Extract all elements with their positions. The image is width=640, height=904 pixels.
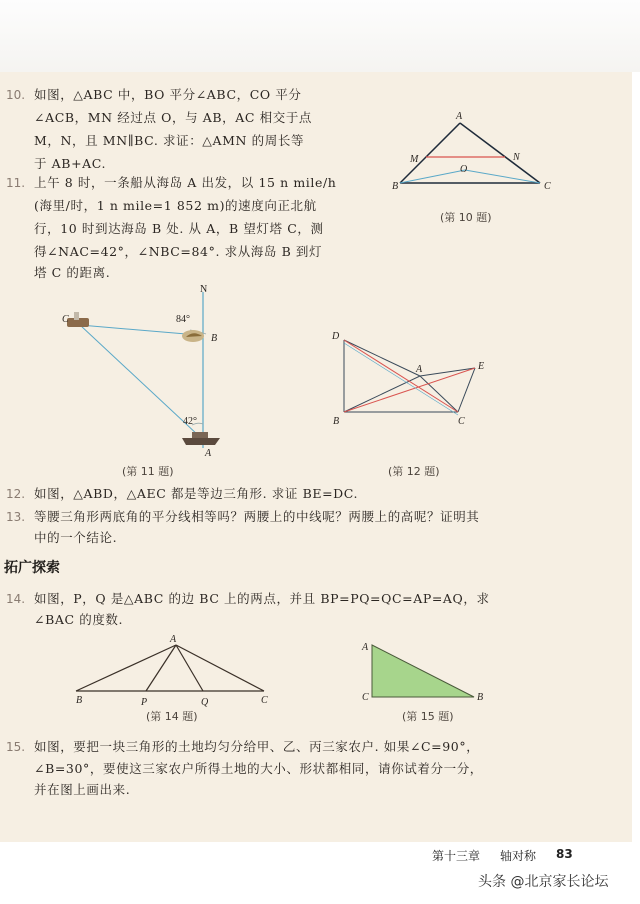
fig14-label-p: P <box>141 697 148 708</box>
problem-14-line-2: ∠BAC 的度数. <box>34 612 124 627</box>
fig10-label-n: N <box>513 152 520 163</box>
page-number: 83 <box>556 847 573 861</box>
problem-15-number: 15. <box>6 740 26 754</box>
problem-12-number: 12. <box>6 487 26 501</box>
problem-10-line-3: M，N，且 MN∥BC. 求证：△AMN 的周长等 <box>34 133 305 148</box>
problem-10-line-4: 于 AB+AC. <box>34 156 107 171</box>
problem-11-line-5: 塔 C 的距离. <box>34 265 111 280</box>
problem-10-number: 10. <box>6 88 26 102</box>
problem-13-number: 13. <box>6 510 26 524</box>
fig10-label-o: O <box>460 164 468 175</box>
section-heading: 拓广探索 <box>4 560 60 576</box>
fig10-label-b: B <box>392 181 399 192</box>
watermark-text: 头条 @北京家长论坛 <box>478 874 609 890</box>
fig11-angle-42: 42° <box>183 416 197 427</box>
fig11-label-a: A <box>205 448 212 459</box>
fig14-label-c: C <box>261 695 268 706</box>
footer-chapter-name: 轴对称 <box>500 849 537 863</box>
fig12-label-d: D <box>332 331 340 342</box>
fig14-label-b: B <box>76 695 83 706</box>
fig12-label-b: B <box>333 416 340 427</box>
figure-15-caption: (第 15 题) <box>402 710 454 723</box>
figure-11-caption: (第 11 题) <box>122 465 174 478</box>
fig14-label-q: Q <box>201 697 209 708</box>
problem-13-line-1: 等腰三角形两底角的平分线相等吗？两腰上的中线呢？两腰上的高呢？证明其 <box>34 509 480 524</box>
problem-12-line-1: 如图，△ABD，△AEC 都是等边三角形. 求证 BE=DC. <box>34 486 359 501</box>
problem-15-line-3: 并在图上画出来. <box>34 782 131 797</box>
figure-10-caption: (第 10 题) <box>440 211 492 224</box>
fig15-label-b: B <box>477 692 484 703</box>
problem-13-line-2: 中的一个结论. <box>34 530 118 545</box>
problem-14-number: 14. <box>6 592 26 606</box>
problem-10-line-1: 如图，△ABC 中，BO 平分∠ABC，CO 平分 <box>34 87 302 102</box>
problem-14-line-1: 如图，P，Q 是△ABC 的边 BC 上的两点，并且 BP=PQ=QC=AP=AQ，求 <box>34 591 490 606</box>
fig11-angle-84: 84° <box>176 314 190 325</box>
fig12-label-e: E <box>478 361 485 372</box>
fig12-label-c: C <box>458 416 465 427</box>
footer-chapter: 第十三章 <box>432 849 481 863</box>
fig11-label-n: N <box>200 284 208 295</box>
fig14-label-a: A <box>170 634 177 645</box>
problem-15-line-2: ∠B=30°，要使这三家农户所得土地的大小、形状都相同，请你试着分一分， <box>34 761 483 776</box>
problem-11-number: 11. <box>6 176 26 190</box>
problem-11-line-1: 上午 8 时，一条船从海岛 A 出发，以 15 n mile/h <box>34 175 337 190</box>
fig11-label-c: C <box>62 314 69 325</box>
problem-10-line-2: ∠ACB，MN 经过点 O，与 AB，AC 相交于点 <box>34 110 313 125</box>
fig12-label-a: A <box>416 364 423 375</box>
problem-11-line-2: (海里/时，1 n mile=1 852 m)的速度向正北航 <box>34 198 317 213</box>
fig11-label-b: B <box>211 333 218 344</box>
fig10-label-a: A <box>456 111 463 122</box>
fig15-label-c: C <box>362 692 369 703</box>
fig10-label-c: C <box>544 181 551 192</box>
figure-14-caption: (第 14 题) <box>146 710 198 723</box>
problem-11-line-3: 行，10 时到达海岛 B 处. 从 A，B 望灯塔 C，测 <box>34 221 324 236</box>
fig10-label-m: M <box>410 154 419 165</box>
problem-15-line-1: 如图，要把一块三角形的土地均匀分给甲、乙、丙三家农户. 如果∠C=90°， <box>34 739 480 754</box>
fig15-label-a: A <box>362 642 369 653</box>
problem-11-line-4: 得∠NAC=42°，∠NBC=84°. 求从海岛 B 到灯 <box>34 244 323 259</box>
figure-12-caption: (第 12 题) <box>388 465 440 478</box>
